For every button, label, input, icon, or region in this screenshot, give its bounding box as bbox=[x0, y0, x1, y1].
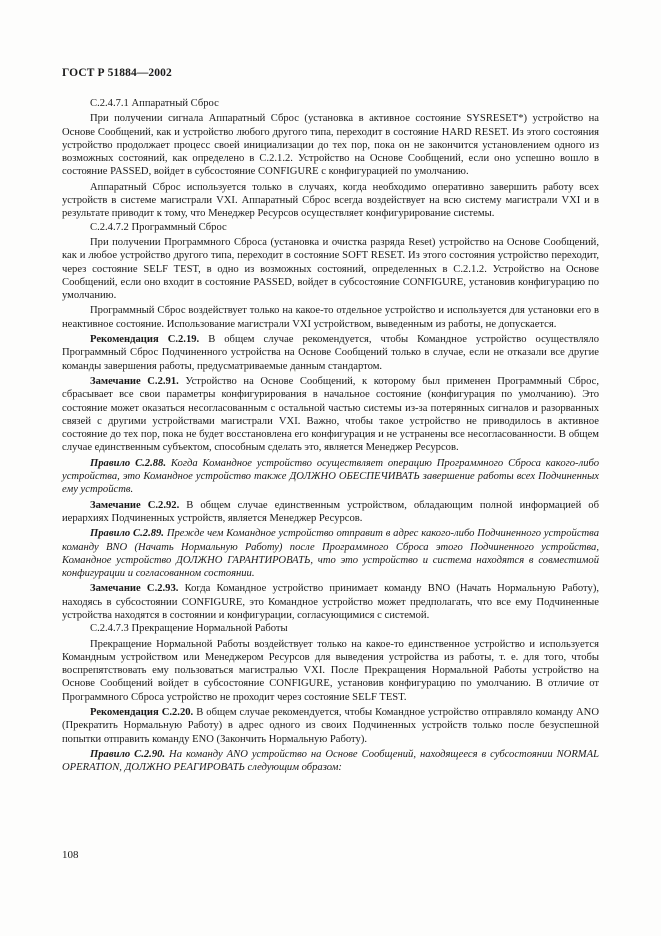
paragraph-text: В общем случае рекомендуется, чтобы Командное устройство отправляло команду ANO (Прекратить Нормальную Работу) в адрес одного из своих Подчиненных устройств только после безуспешной попытки отправить команду ENO (Закончить Нормальную Работу). bbox=[62, 707, 599, 745]
clause-label: Замечание С.2.92. bbox=[90, 499, 180, 511]
clause-label: Рекомендация С.2.20. bbox=[90, 707, 194, 719]
paragraph-text: При получении сигнала Аппаратный Сброс (установка в активное состояние SYSRESET*) устройство на Основе Сообщений, как и устройство любого другого типа, переходит в состояние HARD RESET. Из этого состояния устройство продолжает процесс своей инициализации до тех пор, пока он не закончится установлением одного из возможных состояний, как определено в С.2.1.2. Устройство на Основе Сообщений, если оно успешно вошло в состояние PASSED, войдет в субсостояние CONFIGURE с конфигурацией по умолчанию. bbox=[62, 113, 599, 178]
paragraph bbox=[62, 181, 599, 221]
paragraph-text: При получении Программного Сброса (установка и очистка разряда Reset) устройство на Основе Сообщений, как и любое устройство другого типа, переходит в состояние SOFT RESET. Из этого состояния устройство переходит, через состояние SELF TEST, в одно из возможных состояний, определенных в С.2.1.2. Устройство на Основе Сообщений, если оно входит в состояние PASSED, войдет в субсостояние CONFIGURE, установив конфигурацию по умолчанию. bbox=[62, 236, 599, 302]
paragraph-text: На команду ANO устройство на Основе Сообщений, находящееся в субсостоянии NORMAL OPERATION, ДОЛЖНО РЕАГИРОВАТЬ следующим образом: bbox=[62, 748, 599, 774]
paragraph bbox=[62, 112, 599, 178]
document-body bbox=[62, 97, 599, 775]
paragraph bbox=[62, 457, 599, 497]
paragraph-text: Когда Командное устройство осуществляет операцию Программного Сброса какого-либо устройства, это Командное устройство также ДОЛЖНО ОБЕСПЕЧИВАТЬ завершение работы всех Подчиненных ему устройств. bbox=[62, 457, 599, 496]
paragraph-text: Программный Сброс воздействует только на какое-то отдельное устройство и используется для установки его в неактивное состояние. Использование магистрали VXI устройством, выведенным из работы, не допускается. bbox=[62, 305, 599, 330]
paragraph bbox=[62, 706, 599, 746]
paragraph-text: Прежде чем Командное устройство отправит в адрес какого-либо Подчиненного устройства команду BNO (Начать Нормальную Работу) после Программного Сброса этого Подчиненного устройства, Командное устройство ДОЛЖНО ГАРАНТИРОВАТЬ, что это устройство и система находятся в совместимой конфигурации и согласованном состоянии. bbox=[62, 528, 599, 580]
paragraph bbox=[62, 304, 599, 331]
paragraph-text: В общем случае единственным устройством, обладающим полной информацией об иерархиях Подчиненных устройств, является Менеджер Ресурсов. bbox=[62, 499, 599, 524]
paragraph-text: С.2.4.7.3 Прекращение Нормальной Работы bbox=[90, 623, 288, 635]
clause-label: Правило С.2.89. bbox=[90, 528, 164, 540]
paragraph bbox=[62, 527, 599, 580]
standard-header: ГОСТ Р 51884—2002 bbox=[62, 67, 172, 79]
page-number: 108 bbox=[62, 849, 79, 861]
paragraph-text: Устройство на Основе Сообщений, к которому был применен Программный Сброс, сбрасывает все свои параметры конфигурирования в начальное состояние (конфигурация по умолчанию). Это состояние может оказаться несогласованным с остальной частью системы из-за потерянных сигналов и разорванных связей с другими устройствами магистрали VXI. Важно, чтобы такое устройство не приводилось в активное состояние до тех пор, пока не будет восстановлена его конфигурация и не устранены все несогласованности. В общем случае единственным субъектом, способным сделать это, является Менеджер Ресурсов. bbox=[62, 375, 600, 454]
paragraph bbox=[62, 375, 599, 455]
paragraph-text: С.2.4.7.1 Аппаратный Сброс bbox=[90, 98, 219, 109]
paragraph bbox=[62, 582, 599, 622]
clause-label: Рекомендация С.2.19. bbox=[90, 334, 200, 346]
paragraph bbox=[62, 638, 599, 704]
clause-label: Замечание С.2.93. bbox=[90, 583, 179, 595]
paragraph bbox=[62, 236, 599, 302]
clause-label: Замечание С.2.91. bbox=[90, 375, 179, 387]
paragraph-text: С.2.4.7.2 Программный Сброс bbox=[90, 221, 227, 233]
clause-label: Правило С.2.88. bbox=[90, 457, 166, 469]
paragraph-text: Прекращение Нормальной Работы воздействует только на какое-то единственное устройство и используется Командным устройством или Менеджером Ресурсов для выведения устройства из работы, т. е. для того, чтобы воспрепятствовать ему пользоваться магистралью VXI. После Прекращения Нормальной Работы устройство на Основе Сообщений войдет в субсостояние CONFIGURE, установив конфигурацию по умолчанию. В отличие от Программного Сброса устройство не проходит через состояние SELF TEST. bbox=[62, 638, 599, 703]
section-heading bbox=[62, 622, 599, 635]
paragraph bbox=[62, 499, 599, 526]
clause-label: Правило С.2.90. bbox=[90, 748, 166, 760]
paragraph-text: Когда Командное устройство принимает команду BNO (Начать Нормальную Работу), находясь в субсостоянии CONFIGURE, это Командное устройство может предполагать, что все ему Подчиненные устройства находятся в состоянии и конфигурации, согласующимися с системой. bbox=[62, 583, 599, 621]
paragraph bbox=[62, 333, 599, 373]
paragraph-text: В общем случае рекомендуется, чтобы Командное устройство осуществляло Программный Сброс Подчиненного устройства на Основе Сообщений только в случае, если не отказали все другие команды завершения работы, предусматриваемые данным стандартом. bbox=[62, 334, 599, 372]
paragraph-text: Аппаратный Сброс используется только в случаях, когда необходимо оперативно завершить работу всех устройств в системе магистрали VXI. Аппаратный Сброс всегда воздействует на всю систему магистрали VXI и в результате приводит к тому, что Менеджер Ресурсов осуществляет конфигурирование системы. bbox=[62, 181, 599, 220]
section-heading bbox=[62, 97, 599, 110]
section-heading bbox=[62, 221, 599, 234]
paragraph bbox=[62, 748, 599, 775]
